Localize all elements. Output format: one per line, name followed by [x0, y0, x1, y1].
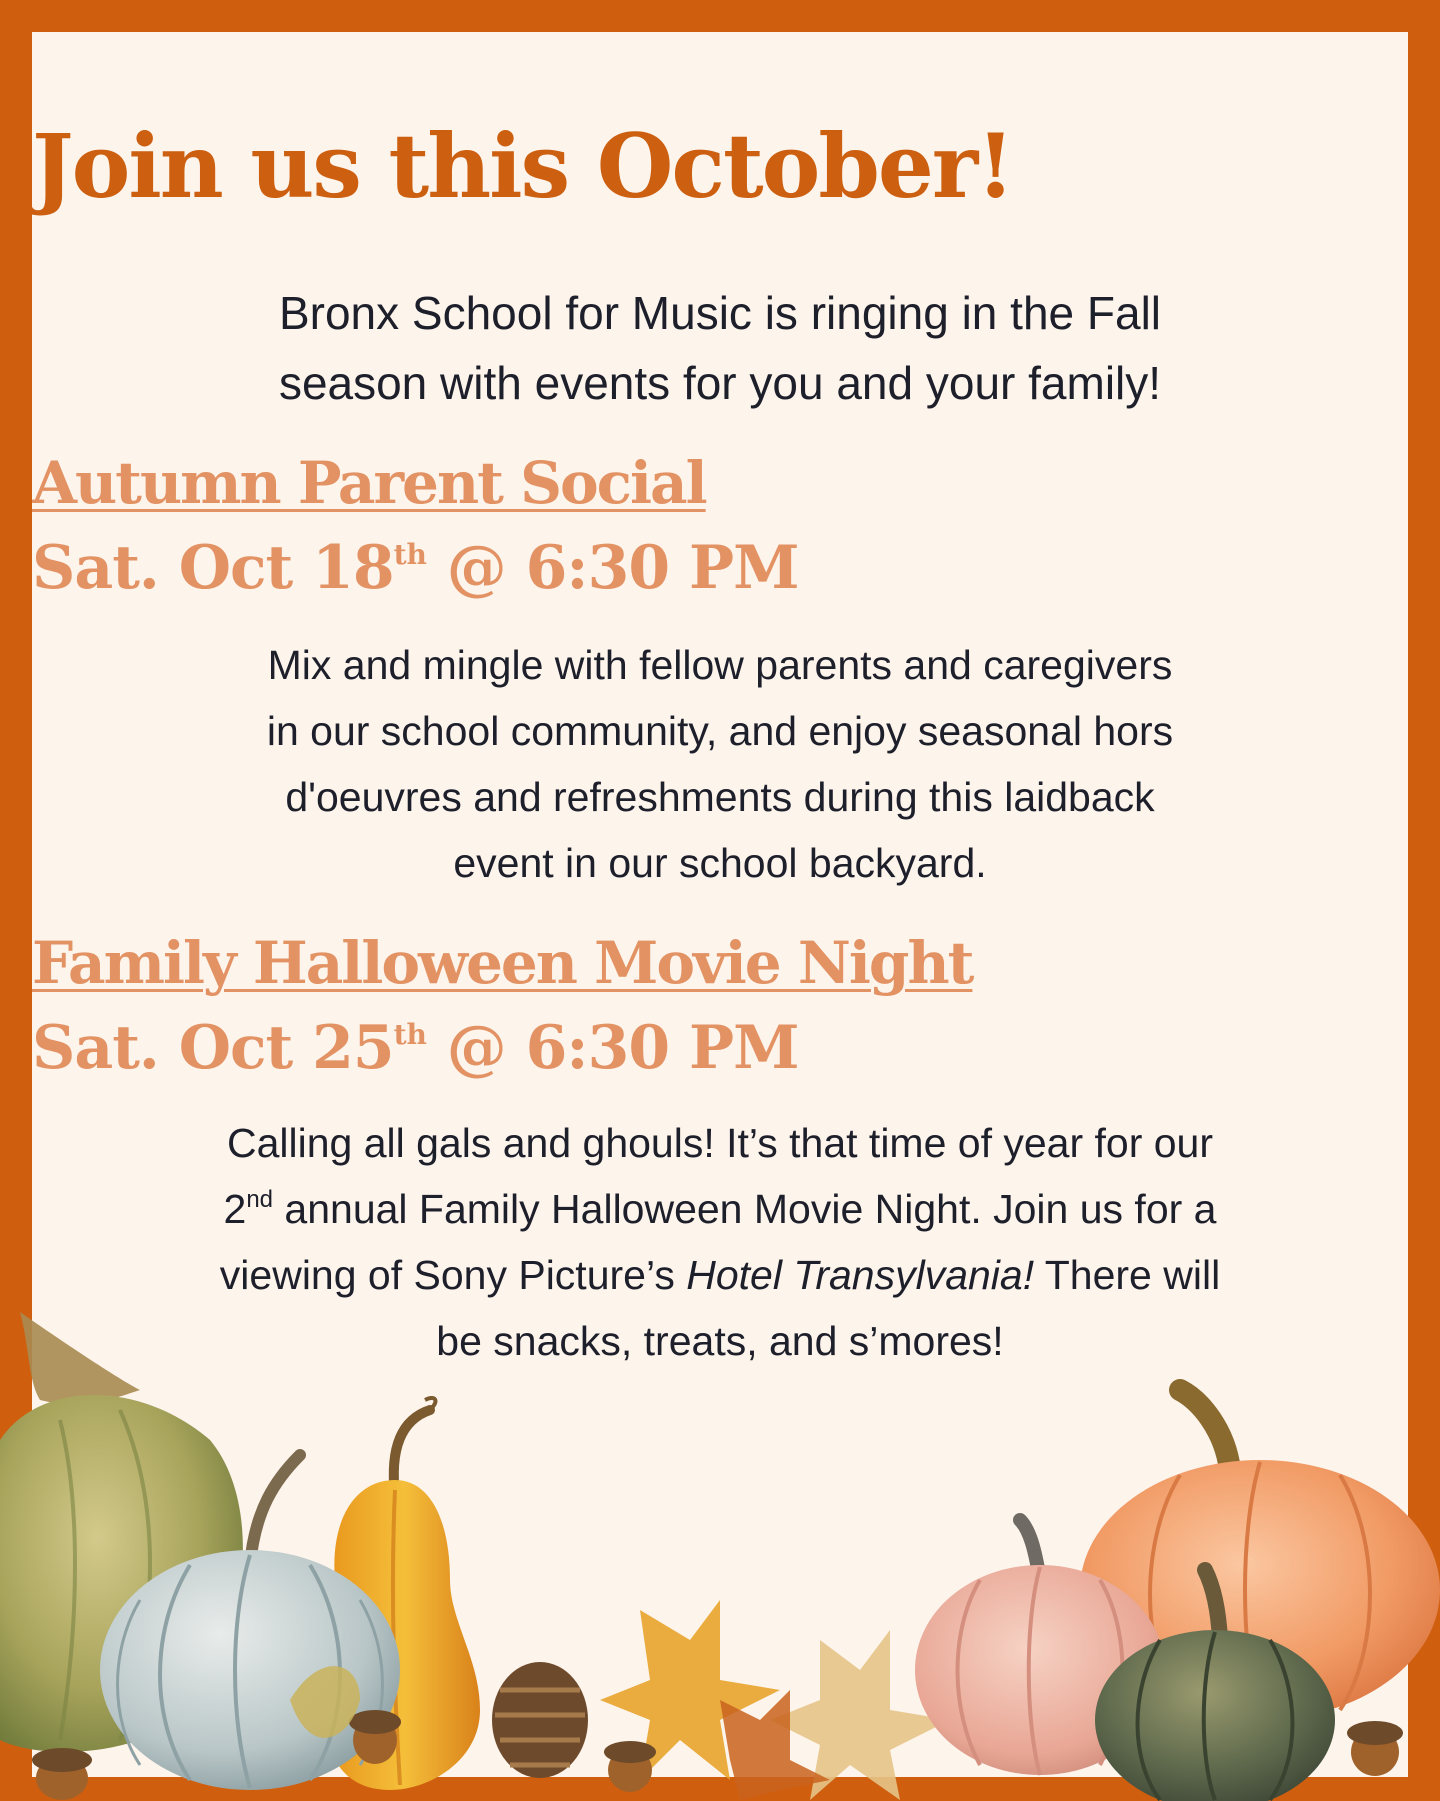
event-date-text: Sat. Oct 25 — [32, 1013, 394, 1083]
description-line: d'oeuvres and refreshments during this laidback — [285, 774, 1155, 820]
description-line: event in our school backyard. — [453, 840, 987, 886]
flyer-panel — [32, 32, 1408, 1777]
event-date-text: Sat. Oct 18 — [32, 533, 394, 603]
event-time: @ 6:30 PM — [426, 1013, 799, 1083]
event-title-autumn-parent-social: Autumn Parent Social — [32, 449, 706, 517]
intro-line: season with events for you and your family! — [278, 357, 1162, 409]
event-time: @ 6:30 PM — [426, 533, 799, 603]
description-line: in our school community, and enjoy seasonal hors — [266, 708, 1174, 754]
description-text: There will — [1034, 1252, 1221, 1298]
intro-text — [162, 278, 1278, 418]
description-line: be snacks, treats, and s’mores! — [436, 1318, 1004, 1364]
date-ordinal: th — [393, 538, 427, 571]
ordinal-number: 2 — [223, 1186, 247, 1232]
description-text: annual Family Halloween Movie Night. Join us for a — [273, 1186, 1217, 1232]
description-line: Calling all gals and ghouls! It’s that time of year for our — [226, 1120, 1214, 1166]
event-title-family-halloween-movie-night: Family Halloween Movie Night — [32, 929, 973, 997]
description-line — [132, 1242, 1308, 1308]
event-description-autumn-parent-social — [182, 632, 1258, 896]
description-line — [132, 1176, 1308, 1242]
description-line: Mix and mingle with fellow parents and caregivers — [267, 642, 1173, 688]
intro-line: Bronx School for Music is ringing in the Fall — [278, 287, 1162, 339]
event-description-family-halloween-movie-night — [132, 1110, 1308, 1374]
event-date-autumn-parent-social — [32, 533, 1408, 603]
date-ordinal: th — [393, 1018, 427, 1051]
ordinal-suffix: nd — [246, 1186, 274, 1213]
movie-title: Hotel Transylvania! — [686, 1252, 1035, 1298]
description-text: viewing of Sony Picture’s — [219, 1252, 687, 1298]
event-date-family-halloween-movie-night — [32, 1013, 1408, 1083]
page-title: Join us this October! — [32, 114, 1013, 218]
